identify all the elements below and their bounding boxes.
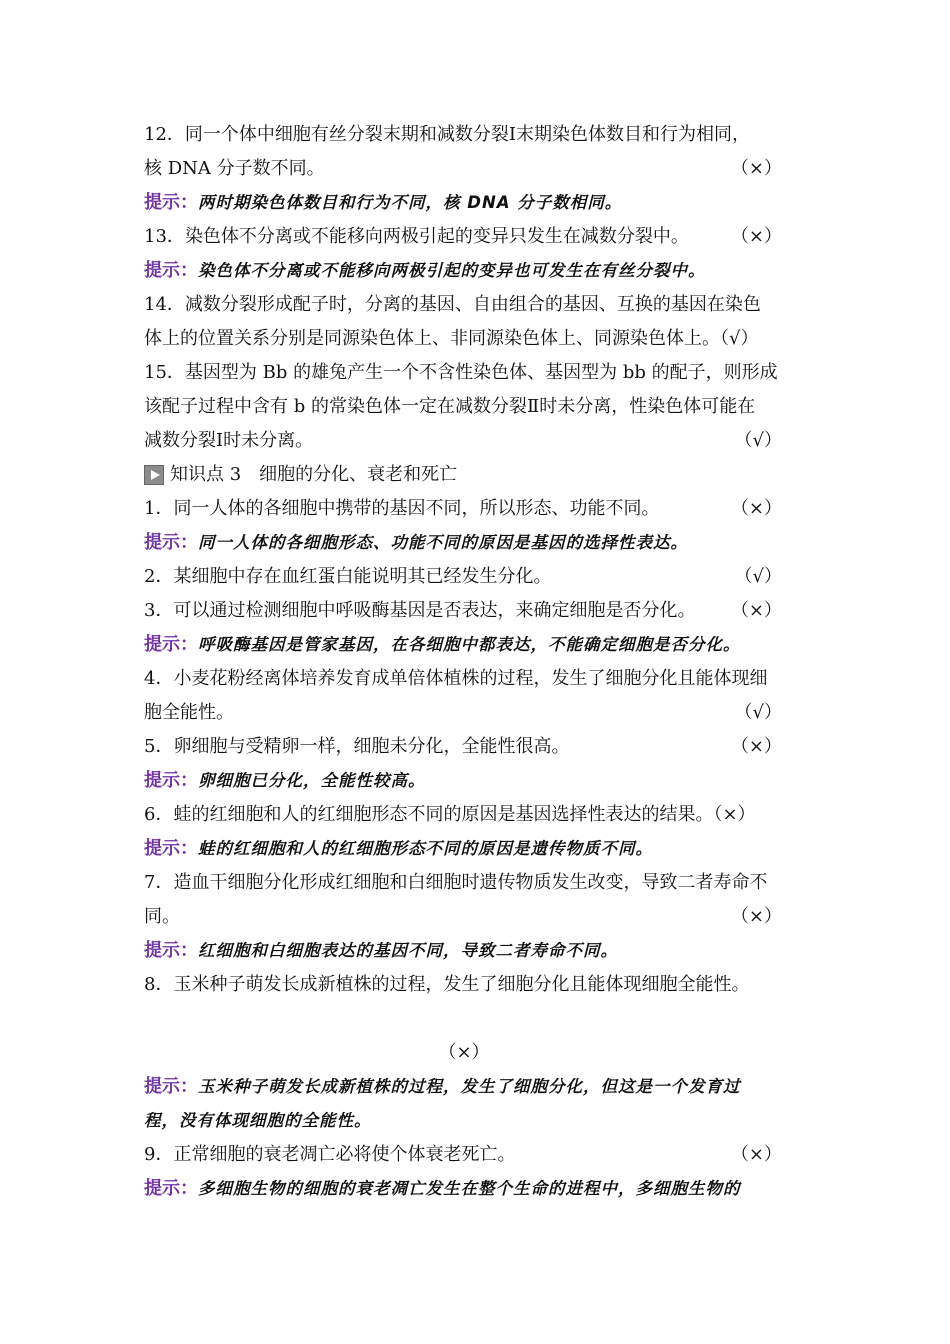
hint-text: 蛙的红细胞和人的红细胞形态不同的原因是遗传物质不同。: [198, 839, 653, 858]
item-7-line-2: [144, 900, 808, 934]
document-page: [144, 118, 808, 1206]
statement-text: 该配子过程中含有 b 的常染色体一定在减数分裂Ⅱ时未分离，性染色体可能在: [144, 396, 756, 417]
hint-text: 同一人体的各细胞形态、功能不同的原因是基因的选择性表达。: [198, 533, 688, 552]
hint-label: 提示：: [144, 770, 198, 791]
answer-mark: （×）: [730, 906, 782, 927]
item-13: [144, 220, 808, 254]
answer-mark: （×）: [438, 1042, 490, 1063]
hint-text: 卵细胞已分化，全能性较高。: [198, 771, 426, 790]
hint-label: 提示：: [144, 838, 198, 859]
statement-text: 1．同一人体的各细胞中携带的基因不同，所以形态、功能不同。: [144, 498, 660, 519]
hint-3: [144, 628, 808, 662]
answer-mark: （×）: [730, 226, 782, 247]
statement-text: 同。: [144, 906, 180, 927]
hint-text: 染色体不分离或不能移向两极引起的变异也可发生在有丝分裂中。: [198, 261, 706, 280]
item-5: [144, 730, 808, 764]
item-4-line-2: [144, 696, 808, 730]
item-14-line-2: [144, 322, 808, 356]
statement-text: 12．同一个体中细胞有丝分裂末期和减数分裂Ⅰ末期染色体数目和行为相同，: [144, 124, 751, 145]
hint-12: [144, 186, 808, 220]
hint-1: [144, 526, 808, 560]
play-icon: [144, 465, 164, 485]
statement-text: 9．正常细胞的衰老凋亡必将使个体衰老死亡。: [144, 1144, 516, 1165]
statement-text: 胞全能性。: [144, 702, 234, 723]
answer-mark: （√）: [734, 702, 782, 723]
item-8-mark-line: [144, 1036, 784, 1070]
hint-label: 提示：: [144, 1076, 198, 1097]
answer-mark: （×）: [730, 736, 782, 757]
item-1: [144, 492, 808, 526]
section-heading: [144, 458, 808, 492]
hint-text: 两时期染色体数目和行为不同，核 DNA 分子数相同。: [198, 193, 623, 212]
answer-mark: （√）: [734, 430, 782, 451]
hint-label: 提示：: [144, 940, 198, 961]
hint-label: 提示：: [144, 1178, 198, 1199]
item-7-line-1: [144, 866, 808, 900]
hint-7: [144, 934, 808, 968]
item-15-line-3: [144, 424, 808, 458]
item-6: [144, 798, 808, 832]
hint-text: 玉米种子萌发长成新植株的过程，发生了细胞分化，但这是一个发育过: [198, 1077, 741, 1096]
section-title: 知识点 3 细胞的分化、衰老和死亡: [170, 464, 458, 485]
hint-8-line-2: [144, 1104, 808, 1138]
hint-text: 红细胞和白细胞表达的基因不同，导致二者寿命不同。: [198, 941, 618, 960]
item-9: [144, 1138, 808, 1172]
spacer: [144, 1002, 808, 1036]
statement-text: 核 DNA 分子数不同。: [144, 158, 325, 179]
answer-mark: （√）: [734, 566, 782, 587]
statement-text: 7．造血干细胞分化形成红细胞和白细胞时遗传物质发生改变，导致二者寿命不: [144, 872, 768, 893]
statement-text: 6．蛙的红细胞和人的红细胞形态不同的原因是基因选择性表达的结果。（×）: [144, 804, 756, 825]
statement-text: 2．某细胞中存在血红蛋白能说明其已经发生分化。: [144, 566, 552, 587]
item-3: [144, 594, 808, 628]
hint-9: [144, 1172, 808, 1206]
item-15-line-1: [144, 356, 808, 390]
hint-label: 提示：: [144, 634, 198, 655]
item-4-line-1: [144, 662, 808, 696]
statement-text: 4．小麦花粉经离体培养发育成单倍体植株的过程，发生了细胞分化且能体现细: [144, 668, 768, 689]
answer-mark: （×）: [730, 158, 782, 179]
answer-mark: （×）: [730, 1144, 782, 1165]
item-15-line-2: [144, 390, 808, 424]
statement-text: 3．可以通过检测细胞中呼吸酶基因是否表达，来确定细胞是否分化。: [144, 600, 696, 621]
statement-text: 14．减数分裂形成配子时，分离的基因、自由组合的基因、互换的基因在染色: [144, 294, 761, 315]
item-2: [144, 560, 808, 594]
hint-text: 多细胞生物的细胞的衰老凋亡发生在整个生命的进程中，多细胞生物的: [198, 1179, 741, 1198]
hint-label: 提示：: [144, 192, 198, 213]
statement-text: 13．染色体不分离或不能移向两极引起的变异只发生在减数分裂中。: [144, 226, 689, 247]
statement-text: 减数分裂Ⅰ时未分离。: [144, 430, 314, 451]
hint-6: [144, 832, 808, 866]
statement-text: 5．卵细胞与受精卵一样，细胞未分化，全能性很高。: [144, 736, 570, 757]
item-12-line-2: [144, 152, 808, 186]
hint-label: 提示：: [144, 260, 198, 281]
item-14-line-1: [144, 288, 808, 322]
hint-text: 程，没有体现细胞的全能性。: [144, 1111, 372, 1130]
statement-text: 体上的位置关系分别是同源染色体上、非同源染色体上、同源染色体上。（√）: [144, 328, 759, 349]
answer-mark: （×）: [730, 600, 782, 621]
hint-8-line-1: [144, 1070, 808, 1104]
hint-13: [144, 254, 808, 288]
item-12-line-1: [144, 118, 808, 152]
answer-mark: （×）: [730, 498, 782, 519]
hint-label: 提示：: [144, 532, 198, 553]
statement-text: 8．玉米种子萌发长成新植株的过程，发生了细胞分化且能体现细胞全能性。: [144, 974, 750, 995]
item-8: [144, 968, 808, 1002]
hint-5: [144, 764, 808, 798]
statement-text: 15．基因型为 Bb 的雄兔产生一个不含性染色体、基因型为 bb 的配子，则形成: [144, 362, 778, 383]
hint-text: 呼吸酶基因是管家基因，在各细胞中都表达，不能确定细胞是否分化。: [198, 635, 741, 654]
